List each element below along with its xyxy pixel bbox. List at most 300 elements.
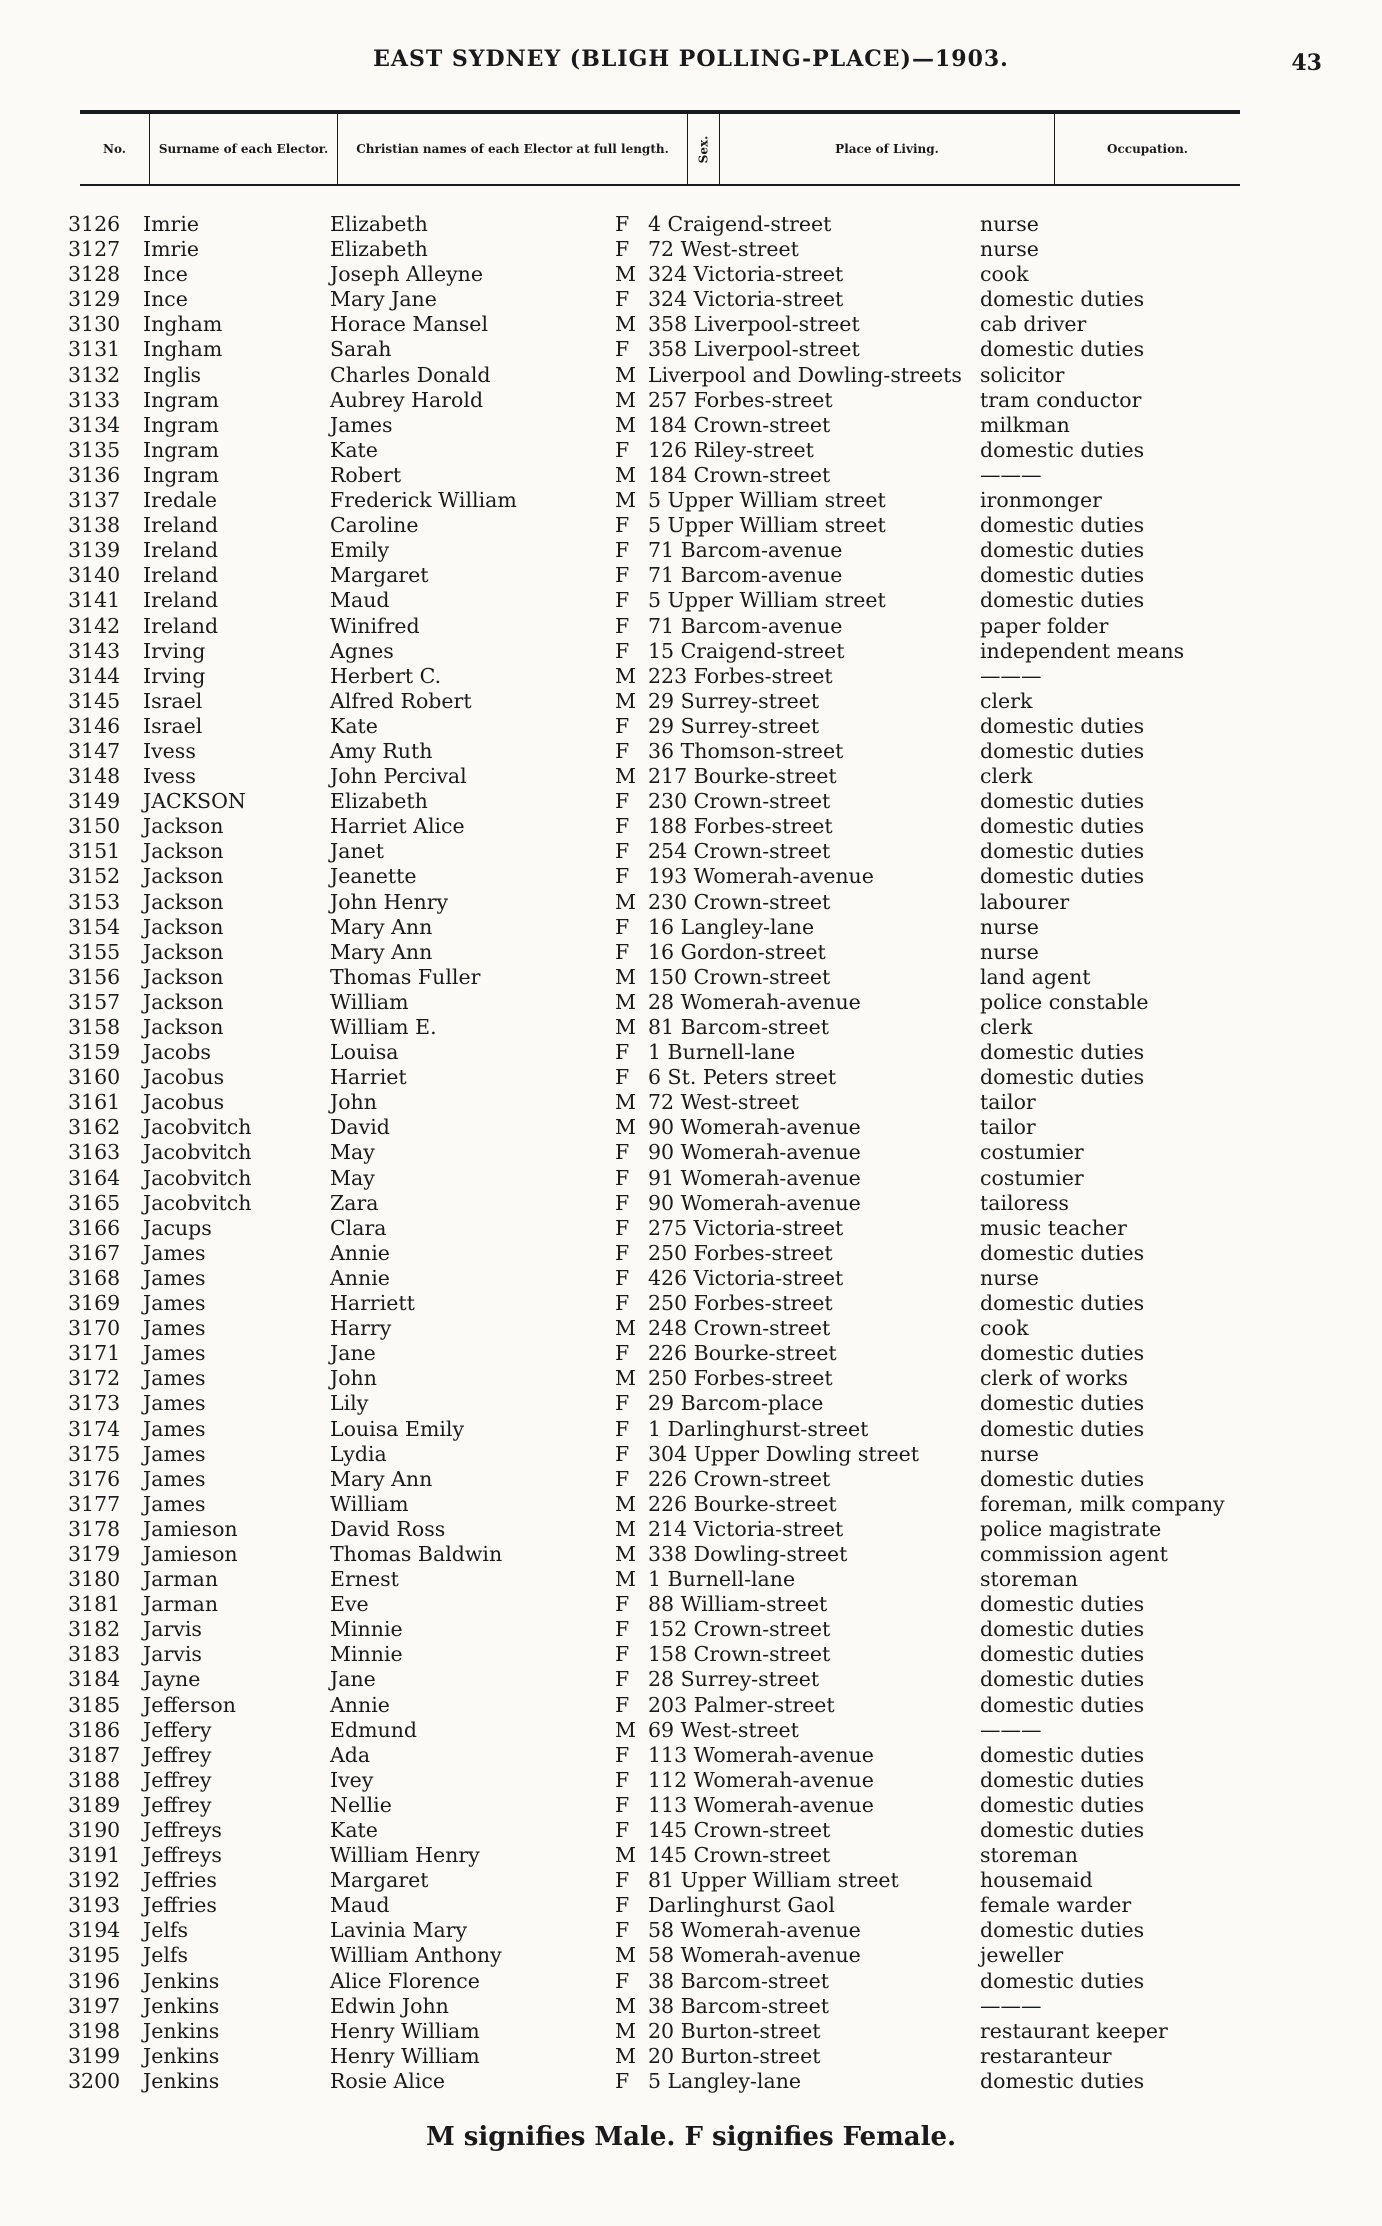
table-row	[0, 1592, 1382, 1617]
elector-christian-names: Clara	[330, 1215, 387, 1240]
elector-sex: F	[615, 1742, 630, 1767]
elector-surname: Jamieson	[143, 1541, 238, 1566]
elector-occupation: domestic duties	[980, 1642, 1145, 1667]
elector-surname: Ireland	[143, 613, 219, 638]
elector-surname: Ingham	[143, 337, 223, 362]
elector-number: 3198	[68, 2018, 121, 2043]
elector-sex: M	[615, 262, 636, 287]
elector-occupation: storeman	[980, 1567, 1078, 1592]
elector-surname: Jenkins	[143, 1968, 220, 1993]
elector-occupation: female warder	[980, 1893, 1132, 1918]
elector-surname: Imrie	[143, 237, 200, 262]
table-row	[0, 739, 1382, 764]
elector-sex: F	[615, 337, 630, 362]
elector-occupation: ———	[980, 1717, 1042, 1742]
table-row	[0, 664, 1382, 689]
elector-occupation: domestic duties	[980, 1692, 1145, 1717]
elector-occupation: domestic duties	[980, 738, 1145, 763]
elector-christian-names: Harriet	[330, 1065, 407, 1090]
elector-christian-names: Sarah	[330, 337, 392, 362]
elector-christian-names: Ada	[330, 1742, 371, 1767]
table-row	[0, 1843, 1382, 1868]
elector-sex: F	[615, 1918, 630, 1943]
elector-place-of-living: 150 Crown-street	[648, 964, 831, 989]
elector-christian-names: Winifred	[330, 613, 420, 638]
elector-number: 3172	[68, 1366, 121, 1391]
elector-surname: Jacups	[143, 1215, 212, 1240]
elector-surname: Inglis	[143, 362, 202, 387]
table-row	[0, 1266, 1382, 1291]
table-row	[0, 1768, 1382, 1793]
elector-surname: Ingram	[143, 437, 219, 462]
elector-sex: F	[615, 2068, 630, 2093]
elector-sex: F	[615, 1341, 630, 1366]
table-row	[0, 614, 1382, 639]
elector-occupation: domestic duties	[980, 538, 1145, 563]
elector-sex: F	[615, 513, 630, 538]
table-row	[0, 764, 1382, 789]
elector-sex: F	[615, 1240, 630, 1265]
elector-christian-names: William Henry	[330, 1843, 480, 1868]
elector-occupation: domestic duties	[980, 839, 1145, 864]
elector-occupation: clerk of works	[980, 1366, 1128, 1391]
table-row	[0, 965, 1382, 990]
elector-place-of-living: 88 William-street	[648, 1592, 828, 1617]
elector-occupation: solicitor	[980, 362, 1065, 387]
table-row	[0, 1341, 1382, 1366]
elector-christian-names: Elizabeth	[330, 212, 428, 236]
elector-place-of-living: 1 Burnell-lane	[648, 1040, 796, 1065]
elector-christian-names: William E.	[330, 1015, 437, 1039]
elector-sex: M	[615, 488, 636, 513]
elector-occupation: domestic duties	[980, 1040, 1145, 1065]
elector-number: 3140	[68, 563, 121, 588]
elector-occupation: domestic duties	[980, 1667, 1145, 1692]
table-row	[0, 262, 1382, 287]
elector-number: 3187	[68, 1742, 121, 1767]
elector-number: 3159	[68, 1040, 121, 1065]
elector-surname: James	[143, 1265, 206, 1290]
elector-surname: James	[143, 1441, 206, 1466]
elector-occupation: costumier	[980, 1140, 1084, 1165]
table-row	[0, 337, 1382, 362]
elector-surname: James	[143, 1316, 206, 1341]
elector-number: 3182	[68, 1617, 121, 1642]
elector-sex: M	[615, 1015, 636, 1039]
table-row	[0, 1191, 1382, 1216]
elector-sex: F	[615, 1767, 630, 1792]
elector-sex: F	[615, 1592, 630, 1617]
elector-sex: F	[615, 237, 630, 262]
elector-christian-names: Maud	[330, 588, 390, 613]
elector-christian-names: John Henry	[330, 889, 449, 914]
elector-christian-names: Margaret	[330, 1868, 429, 1893]
elector-number: 3155	[68, 939, 121, 964]
elector-christian-names: Ivey	[330, 1767, 374, 1792]
elector-place-of-living: 91 Womerah-avenue	[648, 1165, 861, 1190]
header-sex-label: Sex.	[696, 135, 711, 163]
elector-sex: F	[615, 713, 630, 738]
elector-occupation: restaurant keeper	[980, 2018, 1168, 2043]
header-sex	[688, 114, 720, 184]
elector-number: 3192	[68, 1868, 121, 1893]
elector-place-of-living: 324 Victoria-street	[648, 262, 844, 287]
elector-sex: F	[615, 437, 630, 462]
elector-surname: JACKSON	[143, 789, 246, 814]
elector-christian-names: Louisa Emily	[330, 1416, 465, 1441]
table-row	[0, 1793, 1382, 1818]
elector-occupation: cab driver	[980, 312, 1087, 337]
elector-occupation: tram conductor	[980, 387, 1142, 412]
elector-sex: F	[615, 1391, 630, 1416]
elector-sex: M	[615, 2018, 636, 2043]
elector-christian-names: Zara	[330, 1190, 379, 1215]
elector-place-of-living: 38 Barcom-street	[648, 1968, 829, 1993]
elector-sex: F	[615, 864, 630, 889]
elector-occupation: domestic duties	[980, 1065, 1145, 1090]
table-row	[0, 1994, 1382, 2019]
elector-christian-names: Emily	[330, 538, 390, 563]
table-row	[0, 287, 1382, 312]
elector-number: 3168	[68, 1265, 121, 1290]
elector-occupation: domestic duties	[980, 513, 1145, 538]
elector-place-of-living: 90 Womerah-avenue	[648, 1140, 861, 1165]
elector-christian-names: Louisa	[330, 1040, 399, 1065]
elector-number: 3188	[68, 1767, 121, 1792]
elector-place-of-living: 29 Surrey-street	[648, 688, 820, 713]
elector-place-of-living: 358 Liverpool-street	[648, 337, 860, 362]
elector-sex: F	[615, 1968, 630, 1993]
elector-christian-names: Rosie Alice	[330, 2068, 446, 2093]
table-row	[0, 639, 1382, 664]
elector-place-of-living: 126 Riley-street	[648, 437, 814, 462]
elector-sex: F	[615, 1040, 630, 1065]
elector-sex: M	[615, 1943, 636, 1968]
elector-surname: Jarman	[143, 1567, 219, 1592]
elector-place-of-living: 226 Crown-street	[648, 1466, 831, 1491]
elector-occupation: clerk	[980, 764, 1033, 789]
elector-surname: Ingham	[143, 312, 223, 337]
elector-place-of-living: 158 Crown-street	[648, 1642, 831, 1667]
elector-number: 3162	[68, 1115, 121, 1140]
table-row	[0, 1065, 1382, 1090]
elector-place-of-living: 71 Barcom-avenue	[648, 538, 843, 563]
elector-place-of-living: 28 Surrey-street	[648, 1667, 820, 1692]
table-row	[0, 940, 1382, 965]
elector-christian-names: John	[330, 1090, 377, 1115]
elector-number: 3157	[68, 989, 121, 1014]
elector-place-of-living: 113 Womerah-avenue	[648, 1742, 874, 1767]
elector-sex: F	[615, 914, 630, 939]
elector-surname: Ireland	[143, 513, 219, 538]
elector-place-of-living: 5 Upper William street	[648, 513, 886, 538]
elector-place-of-living: 338 Dowling-street	[648, 1541, 848, 1566]
elector-number: 3163	[68, 1140, 121, 1165]
elector-occupation: domestic duties	[980, 588, 1145, 613]
table-row	[0, 1693, 1382, 1718]
elector-number: 3152	[68, 864, 121, 889]
table-row	[0, 1893, 1382, 1918]
elector-christian-names: Thomas Baldwin	[330, 1541, 503, 1566]
table-row	[0, 1316, 1382, 1341]
header-no: No.	[80, 114, 150, 184]
elector-number: 3145	[68, 688, 121, 713]
elector-christian-names: Thomas Fuller	[330, 964, 481, 989]
table-row	[0, 890, 1382, 915]
table-row	[0, 513, 1382, 538]
table-row	[0, 1015, 1382, 1040]
elector-sex: M	[615, 1491, 636, 1516]
elector-christian-names: Edmund	[330, 1717, 418, 1742]
table-row	[0, 839, 1382, 864]
elector-occupation: costumier	[980, 1165, 1084, 1190]
elector-number: 3179	[68, 1541, 121, 1566]
elector-number: 3178	[68, 1516, 121, 1541]
elector-place-of-living: 81 Barcom-street	[648, 1015, 829, 1039]
elector-number: 3191	[68, 1843, 121, 1868]
page-title: EAST SYDNEY (BLIGH POLLING-PLACE)—1903.	[373, 46, 1009, 72]
elector-number: 3193	[68, 1893, 121, 1918]
table-row	[0, 1040, 1382, 1065]
elector-place-of-living: 71 Barcom-avenue	[648, 613, 843, 638]
elector-surname: Jackson	[143, 814, 224, 839]
elector-list	[0, 212, 1382, 2094]
elector-occupation: paper folder	[980, 613, 1109, 638]
elector-christian-names: William	[330, 989, 409, 1014]
elector-occupation: clerk	[980, 688, 1033, 713]
elector-occupation: housemaid	[980, 1868, 1093, 1893]
table-row	[0, 1291, 1382, 1316]
elector-surname: Jenkins	[143, 2018, 220, 2043]
table-row	[0, 538, 1382, 563]
table-row	[0, 1617, 1382, 1642]
table-row	[0, 1090, 1382, 1115]
elector-place-of-living: 358 Liverpool-street	[648, 312, 860, 337]
elector-surname: Jarvis	[143, 1617, 202, 1642]
elector-sex: F	[615, 1215, 630, 1240]
elector-surname: Jacobvitch	[143, 1140, 252, 1165]
elector-sex: M	[615, 1316, 636, 1341]
elector-number: 3146	[68, 713, 121, 738]
elector-number: 3189	[68, 1792, 121, 1817]
elector-occupation: nurse	[980, 212, 1039, 236]
elector-christian-names: Harriet Alice	[330, 814, 465, 839]
elector-sex: F	[615, 588, 630, 613]
elector-surname: Jeffrey	[143, 1792, 212, 1817]
elector-christian-names: John Percival	[330, 764, 467, 789]
elector-surname: Ingram	[143, 387, 219, 412]
elector-occupation: domestic duties	[980, 437, 1145, 462]
elector-place-of-living: 1 Burnell-lane	[648, 1567, 796, 1592]
elector-occupation: domestic duties	[980, 1617, 1145, 1642]
elector-place-of-living: 230 Crown-street	[648, 889, 831, 914]
table-row	[0, 1868, 1382, 1893]
elector-surname: Ireland	[143, 538, 219, 563]
table-row	[0, 1115, 1382, 1140]
elector-surname: Irving	[143, 638, 206, 663]
elector-sex: F	[615, 287, 630, 312]
table-row	[0, 563, 1382, 588]
elector-occupation: labourer	[980, 889, 1070, 914]
table-row	[0, 1918, 1382, 1943]
elector-number: 3180	[68, 1567, 121, 1592]
elector-christian-names: Ernest	[330, 1567, 399, 1592]
elector-sex: F	[615, 1692, 630, 1717]
elector-place-of-living: 71 Barcom-avenue	[648, 563, 843, 588]
elector-christian-names: Mary Jane	[330, 287, 437, 312]
elector-christian-names: Lavinia Mary	[330, 1918, 468, 1943]
elector-place-of-living: 20 Burton-street	[648, 2043, 821, 2068]
elector-place-of-living: 5 Upper William street	[648, 588, 886, 613]
elector-place-of-living: 226 Bourke-street	[648, 1491, 837, 1516]
table-row	[0, 1442, 1382, 1467]
elector-surname: Jeffreys	[143, 1818, 222, 1842]
table-row	[0, 1943, 1382, 1968]
elector-place-of-living: 16 Gordon-street	[648, 939, 826, 964]
elector-surname: Jacobvitch	[143, 1165, 252, 1190]
elector-christian-names: James	[330, 412, 393, 437]
elector-number: 3138	[68, 513, 121, 538]
elector-place-of-living: 257 Forbes-street	[648, 387, 833, 412]
elector-sex: M	[615, 688, 636, 713]
elector-sex: M	[615, 964, 636, 989]
elector-sex: F	[615, 1065, 630, 1090]
elector-occupation: clerk	[980, 1015, 1033, 1039]
elector-occupation: ———	[980, 1993, 1042, 2018]
table-row	[0, 1667, 1382, 1692]
elector-occupation: ———	[980, 663, 1042, 688]
elector-number: 3197	[68, 1993, 121, 2018]
elector-christian-names: Harriett	[330, 1291, 415, 1316]
elector-surname: Jeffrey	[143, 1767, 212, 1792]
table-row	[0, 312, 1382, 337]
elector-sex: F	[615, 814, 630, 839]
elector-christian-names: Maud	[330, 1893, 390, 1918]
elector-place-of-living: 4 Craigend-street	[648, 212, 832, 236]
elector-occupation: nurse	[980, 237, 1039, 262]
elector-number: 3135	[68, 437, 121, 462]
elector-place-of-living: 16 Langley-lane	[648, 914, 815, 939]
elector-sex: M	[615, 764, 636, 789]
elector-sex: F	[615, 1140, 630, 1165]
elector-number: 3136	[68, 462, 121, 487]
elector-sex: M	[615, 312, 636, 337]
elector-number: 3156	[68, 964, 121, 989]
elector-sex: M	[615, 663, 636, 688]
elector-surname: Jarvis	[143, 1642, 202, 1667]
table-row	[0, 2019, 1382, 2044]
elector-place-of-living: 58 Womerah-avenue	[648, 1918, 861, 1943]
elector-place-of-living: 275 Victoria-street	[648, 1215, 844, 1240]
elector-sex: M	[615, 989, 636, 1014]
table-row	[0, 1241, 1382, 1266]
table-row	[0, 915, 1382, 940]
header-place-of-living: Place of Living.	[720, 114, 1055, 184]
elector-occupation: domestic duties	[980, 1240, 1145, 1265]
elector-occupation: domestic duties	[980, 1592, 1145, 1617]
elector-christian-names: Joseph Alleyne	[330, 262, 484, 287]
elector-occupation: domestic duties	[980, 1391, 1145, 1416]
elector-place-of-living: 217 Bourke-street	[648, 764, 837, 789]
elector-place-of-living: 5 Upper William street	[648, 488, 886, 513]
elector-sex: F	[615, 1893, 630, 1918]
elector-christian-names: Agnes	[330, 638, 394, 663]
elector-number: 3150	[68, 814, 121, 839]
table-row	[0, 990, 1382, 1015]
elector-surname: Irving	[143, 663, 206, 688]
elector-surname: Ireland	[143, 563, 219, 588]
elector-surname: Jeffries	[143, 1893, 217, 1918]
table-row	[0, 438, 1382, 463]
elector-occupation: domestic duties	[980, 789, 1145, 814]
elector-christian-names: Annie	[330, 1692, 390, 1717]
table-row	[0, 789, 1382, 814]
elector-number: 3127	[68, 237, 121, 262]
elector-surname: James	[143, 1491, 206, 1516]
elector-occupation: domestic duties	[980, 1341, 1145, 1366]
table-row	[0, 1492, 1382, 1517]
elector-place-of-living: 248 Crown-street	[648, 1316, 831, 1341]
elector-sex: M	[615, 1090, 636, 1115]
elector-number: 3174	[68, 1416, 121, 1441]
elector-place-of-living: 36 Thomson-street	[648, 738, 844, 763]
elector-place-of-living: 254 Crown-street	[648, 839, 831, 864]
elector-number: 3143	[68, 638, 121, 663]
elector-surname: Jackson	[143, 964, 224, 989]
elector-christian-names: Lydia	[330, 1441, 387, 1466]
table-row	[0, 1467, 1382, 1492]
elector-christian-names: Herbert C.	[330, 663, 442, 688]
elector-christian-names: Minnie	[330, 1617, 403, 1642]
elector-sex: M	[615, 1541, 636, 1566]
elector-surname: Jackson	[143, 889, 224, 914]
elector-surname: Jackson	[143, 914, 224, 939]
elector-sex: F	[615, 638, 630, 663]
elector-surname: Jelfs	[143, 1918, 189, 1943]
elector-number: 3160	[68, 1065, 121, 1090]
elector-occupation: domestic duties	[980, 1792, 1145, 1817]
elector-sex: M	[615, 1843, 636, 1868]
elector-place-of-living: 223 Forbes-street	[648, 663, 833, 688]
table-row	[0, 488, 1382, 513]
elector-surname: James	[143, 1341, 206, 1366]
elector-surname: James	[143, 1466, 206, 1491]
elector-occupation: foreman, milk company	[980, 1491, 1225, 1516]
elector-number: 3183	[68, 1642, 121, 1667]
elector-place-of-living: 90 Womerah-avenue	[648, 1190, 861, 1215]
elector-sex: F	[615, 1441, 630, 1466]
table-row	[0, 388, 1382, 413]
elector-christian-names: Alfred Robert	[330, 688, 472, 713]
header-occupation: Occupation.	[1107, 141, 1188, 156]
elector-occupation: cook	[980, 1316, 1029, 1341]
elector-sex: M	[615, 462, 636, 487]
elector-christian-names: Nellie	[330, 1792, 392, 1817]
table-row	[0, 2044, 1382, 2069]
elector-surname: Imrie	[143, 212, 200, 236]
elector-number: 3181	[68, 1592, 121, 1617]
table-row	[0, 413, 1382, 438]
elector-place-of-living: 20 Burton-street	[648, 2018, 821, 2043]
elector-christian-names: Eve	[330, 1592, 369, 1617]
elector-sex: M	[615, 412, 636, 437]
elector-surname: Jenkins	[143, 1993, 220, 2018]
elector-sex: M	[615, 2043, 636, 2068]
elector-christian-names: Robert	[330, 462, 402, 487]
table-row	[0, 1140, 1382, 1165]
elector-sex: F	[615, 1617, 630, 1642]
elector-place-of-living: 203 Palmer-street	[648, 1692, 835, 1717]
